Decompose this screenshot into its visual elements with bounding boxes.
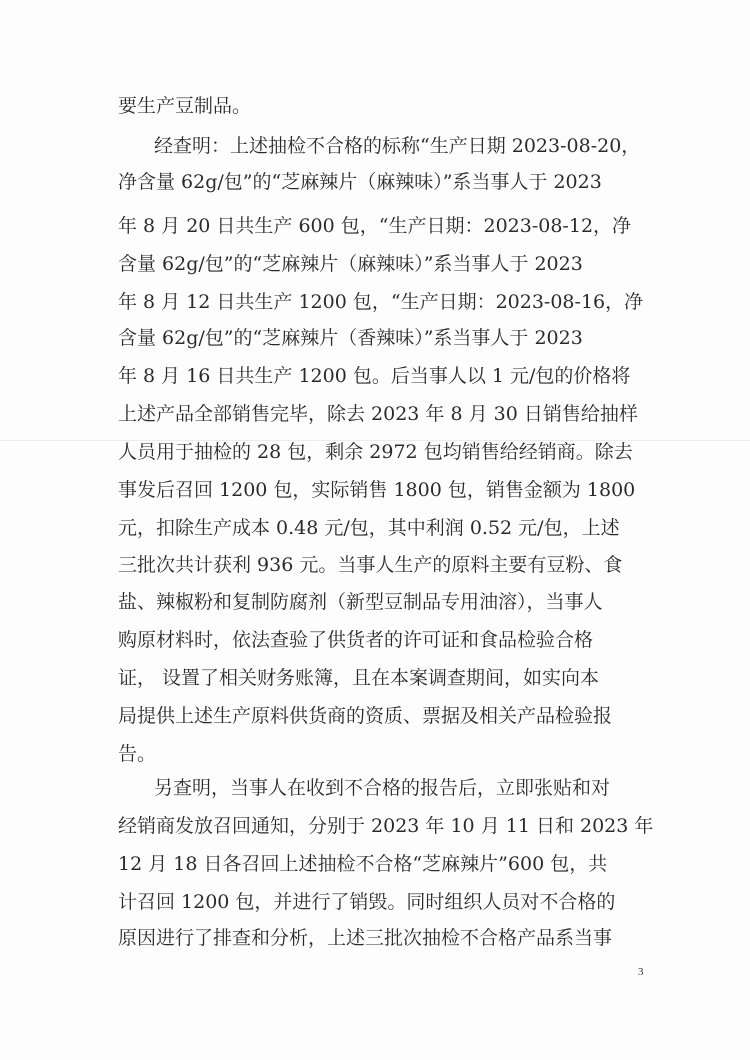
text-line: 经查明：上述抽检不合格的标称“生产日期 2023-08-20， [154, 135, 641, 157]
text-line: 年 8 月 20 日共生产 600 包，“生产日期：2023-08-12，净 [118, 215, 632, 237]
text-line: 年 8 月 16 日共生产 1200 包。后当事人以 1 元/包的价格将 [118, 365, 631, 387]
text-line: 元，扣除生产成本 0.48 元/包，其中利润 0.52 元/包，上述 [118, 517, 620, 539]
text-line: 局提供上述生产原料供货商的资质、票据及相关产品检验报 [118, 705, 613, 727]
text-line: 购原材料时，依法查验了供货者的许可证和食品检验合格 [118, 629, 594, 651]
text-line: 另查明，当事人在收到不合格的报告后，立即张贴和对 [154, 777, 611, 799]
text-line: 事发后召回 1200 包，实际销售 1800 包，销售金额为 1800 [118, 479, 636, 501]
text-line: 净含量 62g/包”的“芝麻辣片（麻辣味）”系当事人于 2023 [118, 171, 602, 193]
text-line: 经销商发放召回通知，分别于 2023 年 10 月 11 日和 2023 年 [118, 815, 654, 837]
text-line: 含量 62g/包”的“芝麻辣片（麻辣味）”系当事人于 2023 [118, 253, 583, 275]
text-line: 证， 设置了相关财务账簿，且在本案调查期间，如实向本 [118, 667, 600, 689]
text-line: 人员用于抽检的 28 包，剩余 2972 包均销售给经销商。除去 [118, 441, 633, 463]
text-line: 含量 62g/包”的“芝麻辣片（香辣味）”系当事人于 2023 [118, 327, 583, 349]
text-line: 12 月 18 日各召回上述抽检不合格“芝麻辣片”600 包，共 [118, 853, 608, 875]
text-line: 上述产品全部销售完毕，除去 2023 年 8 月 30 日销售给抽样 [118, 403, 638, 425]
text-line: 三批次共计获利 936 元。当事人生产的原料主要有豆粉、食 [118, 554, 623, 576]
text-line: 告。 [118, 743, 157, 765]
text-line: 计召回 1200 包，并进行了销毁。同时组织人员对不合格的 [118, 891, 616, 913]
text-line: 要生产豆制品。 [118, 95, 252, 117]
text-line: 盐、辣椒粉和复制防腐剂（新型豆制品专用油溶），当事人 [118, 591, 603, 613]
text-line: 原因进行了排查和分析，上述三批次抽检不合格产品系当事 [118, 927, 613, 949]
text-line: 年 8 月 12 日共生产 1200 包，“生产日期：2023-08-16，净 [118, 291, 644, 313]
page-number: 3 [638, 966, 644, 978]
